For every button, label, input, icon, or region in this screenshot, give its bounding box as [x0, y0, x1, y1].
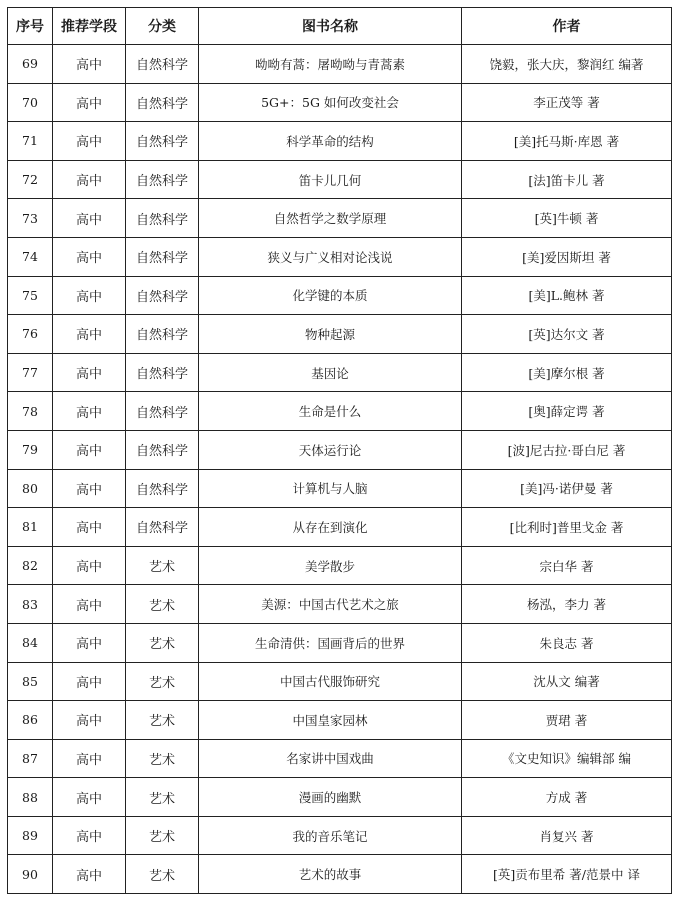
- cell-author: 杨泓，李力 著: [462, 585, 672, 624]
- cell-title: 艺术的故事: [199, 855, 462, 894]
- cell-title: 生命是什么: [199, 392, 462, 431]
- cell-title: 自然哲学之数学原理: [199, 199, 462, 238]
- cell-number: 69: [8, 45, 53, 84]
- cell-number: 77: [8, 353, 53, 392]
- cell-category: 自然科学: [126, 315, 199, 354]
- table-row: [8, 353, 672, 392]
- cell-stage: 高中: [53, 160, 126, 199]
- cell-stage: 高中: [53, 816, 126, 855]
- cell-author: [美]冯·诺伊曼 著: [462, 469, 672, 508]
- cell-stage: 高中: [53, 45, 126, 84]
- cell-title: 天体运行论: [199, 430, 462, 469]
- cell-author: [美]L.鲍林 著: [462, 276, 672, 315]
- table-row: [8, 276, 672, 315]
- cell-number: 80: [8, 469, 53, 508]
- cell-number: 86: [8, 701, 53, 740]
- cell-number: 71: [8, 122, 53, 161]
- cell-author: 贾珺 著: [462, 701, 672, 740]
- cell-number: 87: [8, 739, 53, 778]
- cell-number: 89: [8, 816, 53, 855]
- cell-stage: 高中: [53, 701, 126, 740]
- cell-category: 自然科学: [126, 160, 199, 199]
- cell-stage: 高中: [53, 353, 126, 392]
- table-row: [8, 160, 672, 199]
- table-row: [8, 585, 672, 624]
- cell-author: 方成 著: [462, 778, 672, 817]
- cell-title: 狭义与广义相对论浅说: [199, 237, 462, 276]
- cell-title: 生命清供：国画背后的世界: [199, 623, 462, 662]
- table-row: [8, 45, 672, 84]
- cell-stage: 高中: [53, 392, 126, 431]
- cell-author: 《文史知识》编辑部 编: [462, 739, 672, 778]
- table-row: [8, 546, 672, 585]
- cell-stage: 高中: [53, 469, 126, 508]
- cell-title: 科学革命的结构: [199, 122, 462, 161]
- cell-title: 中国古代服饰研究: [199, 662, 462, 701]
- table-row: [8, 199, 672, 238]
- header-category: 分类: [126, 8, 199, 45]
- cell-author: 肖复兴 著: [462, 816, 672, 855]
- table-row: [8, 739, 672, 778]
- cell-author: [奥]薛定谔 著: [462, 392, 672, 431]
- cell-category: 自然科学: [126, 430, 199, 469]
- cell-category: 自然科学: [126, 353, 199, 392]
- cell-title: 从存在到演化: [199, 508, 462, 547]
- cell-author: [美]摩尔根 著: [462, 353, 672, 392]
- cell-category: 艺术: [126, 816, 199, 855]
- cell-stage: 高中: [53, 83, 126, 122]
- cell-category: 自然科学: [126, 45, 199, 84]
- cell-title: 美学散步: [199, 546, 462, 585]
- table-row: [8, 662, 672, 701]
- table-row: [8, 392, 672, 431]
- cell-author: [英]达尔文 著: [462, 315, 672, 354]
- table-row: [8, 237, 672, 276]
- cell-stage: 高中: [53, 585, 126, 624]
- cell-author: [美]托马斯·库恩 著: [462, 122, 672, 161]
- cell-number: 78: [8, 392, 53, 431]
- cell-stage: 高中: [53, 546, 126, 585]
- cell-stage: 高中: [53, 662, 126, 701]
- cell-stage: 高中: [53, 739, 126, 778]
- table-row: [8, 315, 672, 354]
- cell-stage: 高中: [53, 623, 126, 662]
- cell-category: 自然科学: [126, 237, 199, 276]
- cell-author: [英]贡布里希 著/范景中 译: [462, 855, 672, 894]
- cell-author: 饶毅，张大庆，黎润红 编著: [462, 45, 672, 84]
- cell-stage: 高中: [53, 199, 126, 238]
- cell-number: 79: [8, 430, 53, 469]
- cell-number: 84: [8, 623, 53, 662]
- cell-number: 88: [8, 778, 53, 817]
- book-list-table: [7, 7, 672, 894]
- cell-category: 艺术: [126, 739, 199, 778]
- cell-author: [英]牛顿 著: [462, 199, 672, 238]
- cell-author: [美]爱因斯坦 著: [462, 237, 672, 276]
- table-row: [8, 855, 672, 894]
- cell-category: 自然科学: [126, 83, 199, 122]
- cell-category: 自然科学: [126, 122, 199, 161]
- cell-title: 计算机与人脑: [199, 469, 462, 508]
- cell-stage: 高中: [53, 508, 126, 547]
- cell-category: 自然科学: [126, 508, 199, 547]
- cell-stage: 高中: [53, 237, 126, 276]
- cell-title: 中国皇家园林: [199, 701, 462, 740]
- cell-author: 朱良志 著: [462, 623, 672, 662]
- table-row: [8, 469, 672, 508]
- cell-author: 李正茂等 著: [462, 83, 672, 122]
- cell-category: 艺术: [126, 855, 199, 894]
- table-row: [8, 508, 672, 547]
- cell-number: 73: [8, 199, 53, 238]
- cell-title: 呦呦有蒿：屠呦呦与青蒿素: [199, 45, 462, 84]
- cell-number: 74: [8, 237, 53, 276]
- cell-title: 物种起源: [199, 315, 462, 354]
- table-row: [8, 122, 672, 161]
- cell-author: [波]尼古拉·哥白尼 著: [462, 430, 672, 469]
- cell-number: 85: [8, 662, 53, 701]
- cell-category: 自然科学: [126, 392, 199, 431]
- cell-title: 名家讲中国戏曲: [199, 739, 462, 778]
- cell-stage: 高中: [53, 778, 126, 817]
- table-row: [8, 701, 672, 740]
- header-author: 作者: [462, 8, 672, 45]
- cell-category: 自然科学: [126, 199, 199, 238]
- cell-stage: 高中: [53, 430, 126, 469]
- cell-number: 70: [8, 83, 53, 122]
- cell-title: 基因论: [199, 353, 462, 392]
- table-row: [8, 430, 672, 469]
- cell-stage: 高中: [53, 276, 126, 315]
- cell-title: 我的音乐笔记: [199, 816, 462, 855]
- cell-category: 艺术: [126, 585, 199, 624]
- cell-stage: 高中: [53, 855, 126, 894]
- cell-category: 自然科学: [126, 469, 199, 508]
- table-row: [8, 623, 672, 662]
- cell-category: 艺术: [126, 662, 199, 701]
- cell-number: 82: [8, 546, 53, 585]
- cell-title: 5G+：5G 如何改变社会: [199, 83, 462, 122]
- cell-title: 笛卡儿几何: [199, 160, 462, 199]
- cell-category: 艺术: [126, 701, 199, 740]
- cell-category: 艺术: [126, 546, 199, 585]
- cell-title: 漫画的幽默: [199, 778, 462, 817]
- cell-category: 自然科学: [126, 276, 199, 315]
- table-row: [8, 778, 672, 817]
- cell-stage: 高中: [53, 315, 126, 354]
- cell-number: 90: [8, 855, 53, 894]
- cell-number: 81: [8, 508, 53, 547]
- cell-number: 83: [8, 585, 53, 624]
- table-header-row: [8, 8, 672, 45]
- cell-number: 72: [8, 160, 53, 199]
- header-title: 图书名称: [199, 8, 462, 45]
- cell-number: 75: [8, 276, 53, 315]
- cell-author: 宗白华 著: [462, 546, 672, 585]
- cell-category: 艺术: [126, 778, 199, 817]
- cell-author: [比利时]普里戈金 著: [462, 508, 672, 547]
- cell-category: 艺术: [126, 623, 199, 662]
- cell-title: 化学键的本质: [199, 276, 462, 315]
- cell-author: 沈从文 编著: [462, 662, 672, 701]
- table-body: [8, 45, 672, 894]
- table-row: [8, 83, 672, 122]
- header-stage: 推荐学段: [53, 8, 126, 45]
- table-row: [8, 816, 672, 855]
- cell-number: 76: [8, 315, 53, 354]
- header-number: 序号: [8, 8, 53, 45]
- cell-author: [法]笛卡儿 著: [462, 160, 672, 199]
- cell-stage: 高中: [53, 122, 126, 161]
- cell-title: 美源：中国古代艺术之旅: [199, 585, 462, 624]
